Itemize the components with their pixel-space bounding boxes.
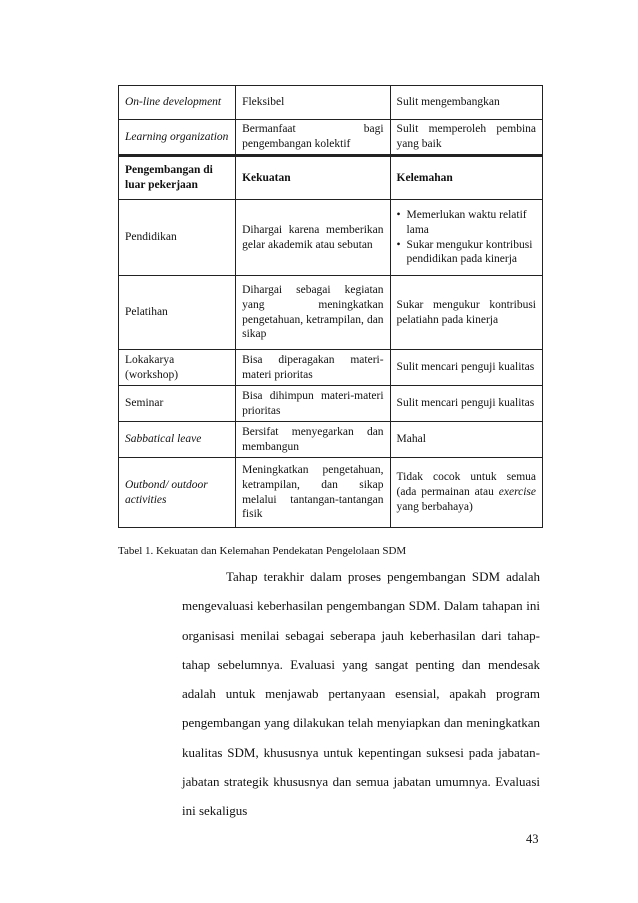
- method-cell: On-line development: [119, 86, 236, 120]
- strength-cell: Dihargai sebagai kegiatan yang meningkatkan pengetahuan, ketrampilan, dan sikap: [236, 276, 390, 350]
- strength-cell: Dihargai karena memberikan gelar akademik atau sebutan: [236, 200, 390, 276]
- table-row: [119, 120, 543, 156]
- list-item: • Memerlukan waktu relatif lama: [397, 208, 536, 238]
- weakness-cell: Sulit mencari penguji kualitas: [390, 350, 542, 386]
- body-paragraph: [182, 562, 540, 826]
- weakness-cell: [390, 458, 542, 528]
- method-cell: Outbond/ outdoor activities: [119, 458, 236, 528]
- method-cell: Sabbatical leave: [119, 422, 236, 458]
- strengths-weaknesses-table: [118, 85, 543, 528]
- weakness-text: yang berbahaya): [396, 500, 473, 513]
- table-row: [119, 200, 543, 276]
- table-row: [119, 386, 543, 422]
- weakness-cell: Sulit mengembangkan: [390, 86, 542, 120]
- strength-cell: Bermanfaat bagi pengembangan kolektif: [236, 120, 390, 156]
- method-cell: Pendidikan: [119, 200, 236, 276]
- table-row: [119, 350, 543, 386]
- strength-cell: Bersifat menyegarkan dan membangun: [236, 422, 390, 458]
- weakness-cell: Sukar mengukur kontribusi pelatiahn pada kinerja: [390, 276, 542, 350]
- list-item: • Sukar mengukur kontribusi pendidikan pada kinerja: [397, 238, 536, 268]
- weakness-cell: Sulit memperoleh pembina yang baik: [390, 120, 542, 156]
- method-cell: Learning organization: [119, 120, 236, 156]
- table-row: [119, 422, 543, 458]
- strength-cell: Fleksibel: [236, 86, 390, 120]
- weakness-text-emphasis: exercise: [498, 486, 536, 499]
- weakness-cell: Mahal: [390, 422, 542, 458]
- strength-cell: Bisa dihimpun materi-materi prioritas: [236, 386, 390, 422]
- header-weakness: Kelemahan: [390, 156, 542, 200]
- method-cell: Pelatihan: [119, 276, 236, 350]
- table-row: [119, 458, 543, 528]
- strength-cell: Bisa diperagakan materi-materi prioritas: [236, 350, 390, 386]
- header-strength: Kekuatan: [236, 156, 390, 200]
- weakness-cell: Sulit mencari penguji kualitas: [390, 386, 542, 422]
- table-row: [119, 276, 543, 350]
- table-row: [119, 86, 543, 120]
- method-cell: Seminar: [119, 386, 236, 422]
- weakness-bullet-list: [397, 208, 536, 268]
- method-cell: Lokakarya (workshop): [119, 350, 236, 386]
- strength-cell: Meningkatkan pengetahuan, ketrampilan, dan sikap melalui tantangan-tantangan fisik: [236, 458, 390, 528]
- page-number: 43: [526, 832, 539, 846]
- weakness-text: Tidak cocok untuk semua (ada permainan atau: [396, 471, 536, 499]
- table-caption: Tabel 1. Kekuatan dan Kelemahan Pendekatan Pengelolaan SDM: [118, 545, 407, 557]
- weakness-cell: [390, 200, 542, 276]
- table-header-row: [119, 156, 543, 200]
- header-method: Pengembangan di luar pekerjaan: [119, 156, 236, 200]
- paragraph-text: Tahap terakhir dalam proses pengembangan SDM adalah mengevaluasi keberhasilan pengembangan SDM. Dalam tahapan ini organisasi menilai sebagai seberapa jauh keberhasilan dari tahap-tahap sebelumnya. Evaluasi yang sangat penting dan mendesak adalah untuk menjawab pertanyaan esensial, apakah program pengembangan yang dilakukan telah menyiapkan dan meningkatkan kualitas SDM, khususnya untuk kepentingan suksesi pada jabatan-jabatan strategik khususnya dan semua jabatan umumnya. Evaluasi ini sekaligus: [182, 569, 540, 819]
